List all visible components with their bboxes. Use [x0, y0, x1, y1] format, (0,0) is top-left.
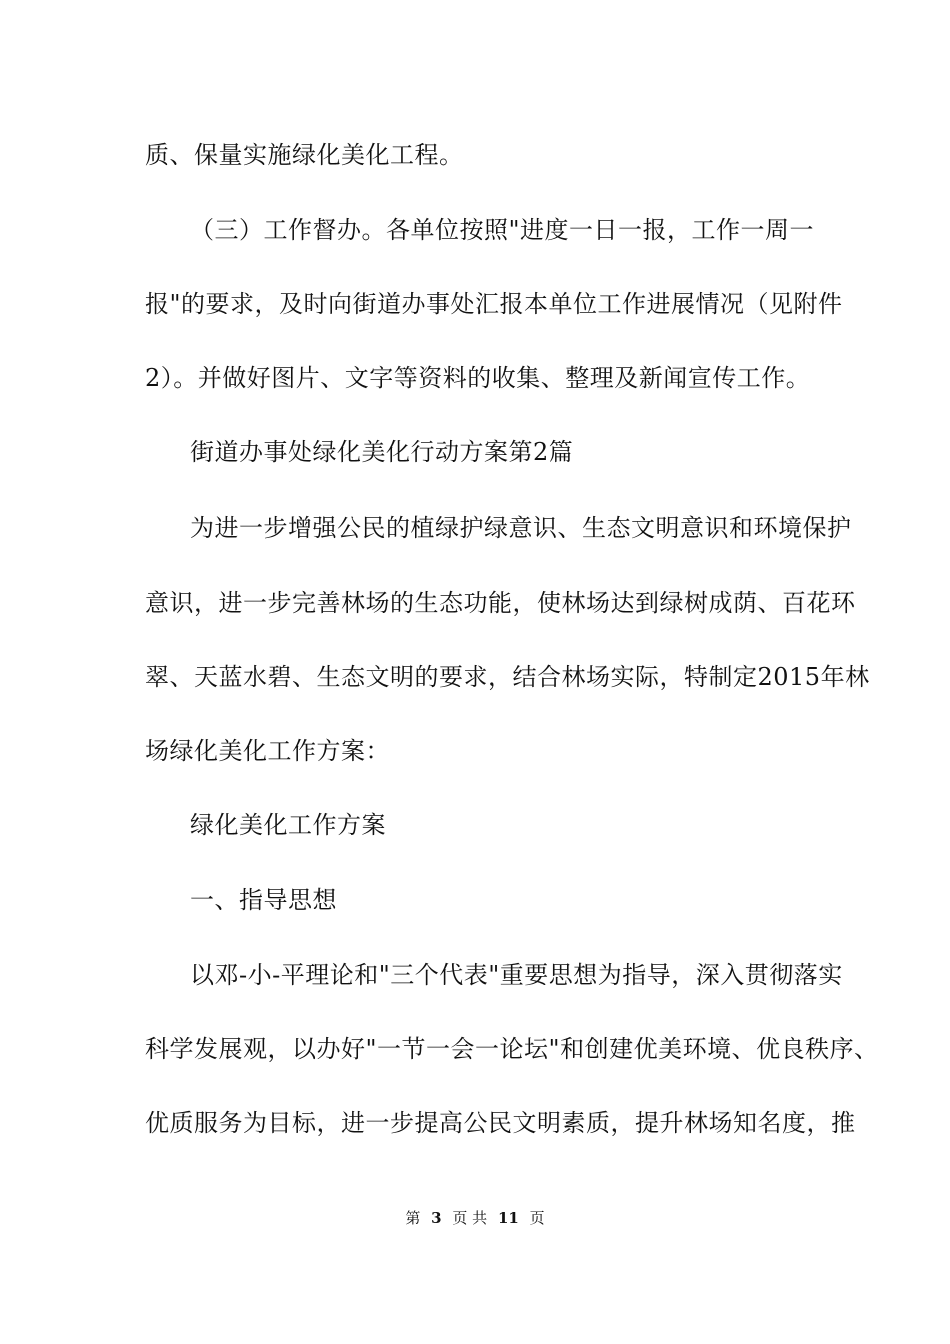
section-heading: 街道办事处绿化美化行动方案第2篇	[190, 438, 574, 466]
paragraph-line: 报"的要求，及时向街道办事处汇报本单位工作进展情况（见附件	[145, 290, 843, 318]
paragraph-line: 为进一步增强公民的植绿护绿意识、生态文明意识和环境保护	[190, 514, 852, 542]
page-footer	[0, 1208, 950, 1228]
paragraph-line: 质、保量实施绿化美化工程。	[145, 141, 464, 169]
paragraph-line: （三）工作督办。各单位按照"进度一日一报，工作一周一	[190, 216, 815, 244]
current-page-number: 3	[431, 1209, 442, 1227]
footer-suffix: 页	[529, 1209, 545, 1227]
paragraph-line: 翠、天蓝水碧、生态文明的要求，结合林场实际，特制定2015年林	[145, 663, 870, 691]
paragraph-line: 场绿化美化工作方案：	[145, 737, 390, 765]
paragraph-line: 意识，进一步完善林场的生态功能，使林场达到绿树成荫、百花环	[145, 589, 856, 617]
footer-middle: 页 共	[452, 1209, 488, 1227]
section-heading: 绿化美化工作方案	[190, 811, 386, 839]
total-pages-number: 11	[497, 1209, 519, 1227]
paragraph-line: 优质服务为目标，进一步提高公民文明素质，提升林场知名度，推	[145, 1109, 856, 1137]
paragraph-line: 科学发展观，以办好"一节一会一论坛"和创建优美环境、优良秩序、	[145, 1035, 879, 1063]
section-heading: 一、指导思想	[190, 886, 337, 914]
paragraph-line: 以邓-小-平理论和"三个代表"重要思想为指导，深入贯彻落实	[190, 961, 843, 989]
paragraph-line: 2）。并做好图片、文字等资料的收集、整理及新闻宣传工作。	[145, 364, 811, 392]
footer-prefix: 第	[405, 1209, 421, 1227]
